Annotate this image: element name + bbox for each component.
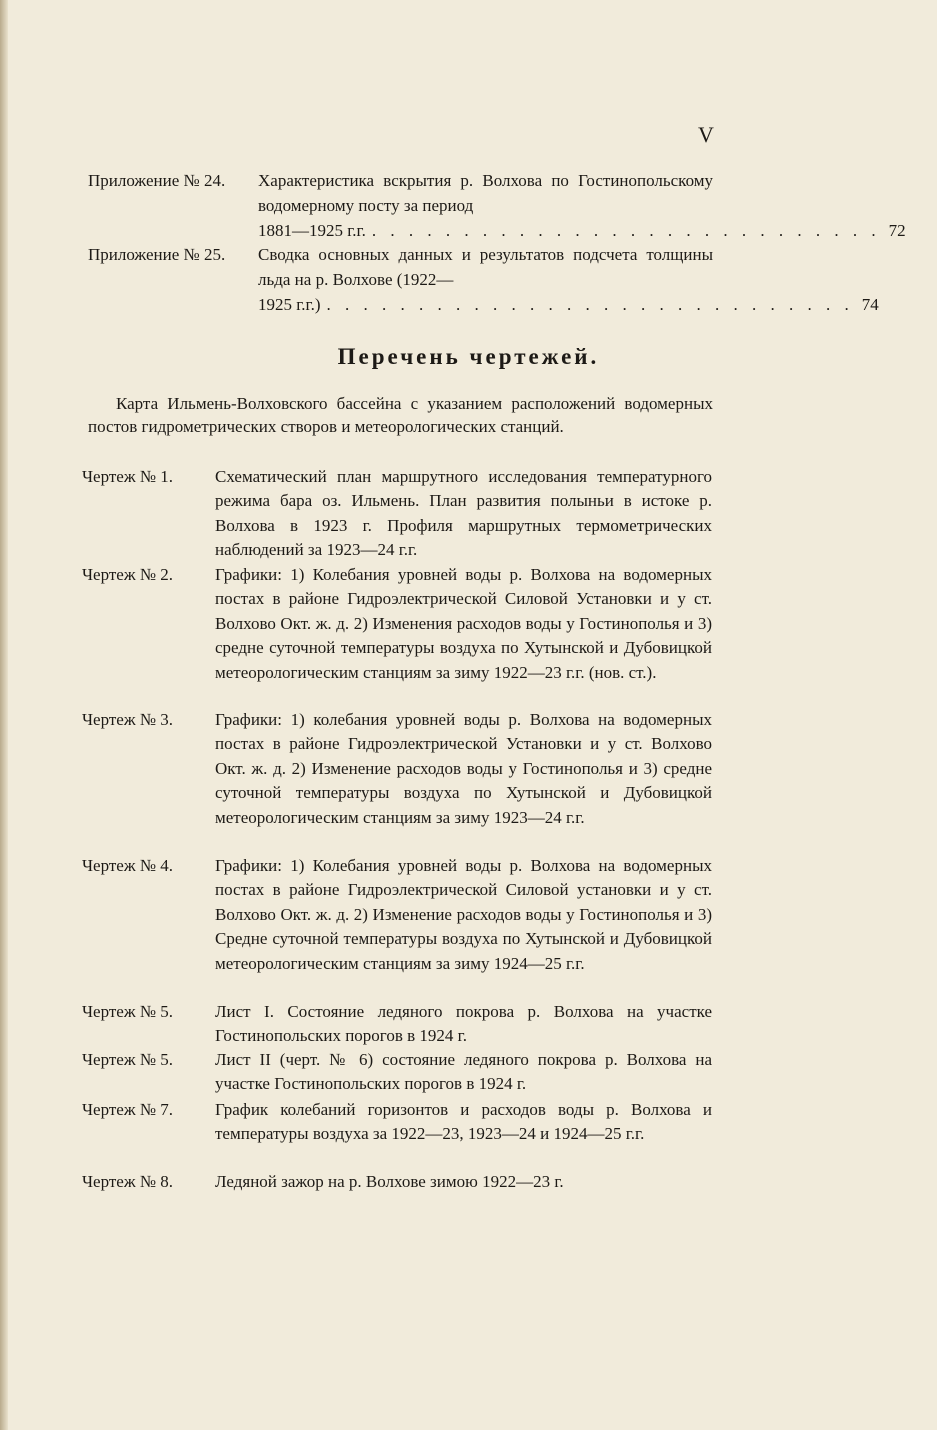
appendix-label: Приложение № 24.	[88, 171, 226, 190]
intro-paragraph: Карта Ильмень-Волховского бассейна с указанием расположений водомерных постов гидрометрических створов и метеорологических станций.	[88, 394, 713, 436]
section-heading: Перечень чертежей.	[337, 344, 600, 369]
drawing-text: Графики: 1) Колебания уровней воды р. Волхова на водомерных постах в районе Гидроэлектрической Силовой Установки и у ст. Волхово Окт. ж. д. 2) Изменения расходов воды у Гостинополья и 3) средне суточной температуры воздуха по Хутынской и Дубовицкой метеорологическим станциям за зиму 1922—23 г.г. (нов. ст.).	[215, 565, 712, 682]
appendix-entry	[88, 168, 906, 243]
drawing-text: Графики: 1) Колебания уровней воды р. Волхова на водомерных постах в районе Гидроэлектрической Силовой установки и у ст. Волхово Окт. ж. д. 2) Изменение расходов воды у Гостинополья и 3) Средне суточной температуры воздуха по Хутынской и Дубовицкой метеорологическим станциям за зиму 1924—25 г.г.	[215, 856, 712, 973]
drawing-entry	[82, 1170, 712, 1194]
appendix-text-last-line: 1881—1925 г.г.	[258, 221, 366, 240]
drawing-entry	[82, 563, 712, 685]
drawing-text: Лист I. Состояние ледяного покрова р. Волхова на участке Гостинопольских порогов в 1924 г.	[215, 1002, 712, 1046]
leader-dots: . . . . . . . . . . . . . . . . . . . . . . . . . . . .	[371, 221, 881, 240]
drawing-label: Чертеж № 5.	[82, 1002, 174, 1021]
drawing-label: Чертеж № 2.	[82, 565, 174, 584]
drawing-entry	[82, 854, 712, 976]
drawing-entry	[82, 465, 712, 563]
leader-dots: . . . . . . . . . . . . . . . . . . . . . . . . . . . . .	[326, 295, 854, 314]
appendix-text-last-line: 1925 г.г.)	[258, 295, 321, 314]
page-number: V	[698, 122, 715, 147]
drawing-label: Чертеж № 1.	[82, 467, 174, 486]
drawing-text: График колебаний горизонтов и расходов воды р. Волхова и температуры воздуха за 1922—23, 1923—24 и 1924—25 г.г.	[215, 1100, 712, 1144]
drawing-entry	[82, 1098, 712, 1147]
drawing-text: Графики: 1) колебания уровней воды р. Волхова на водомерных постах в районе Гидроэлектрической Установки и у ст. Волхово Окт. ж. д. 2) Изменение расходов воды у Гостинополья и 3) средне суточной температуры воздуха по Хутынской и Дубовицкой метеорологическим станциям за зиму 1923—24 г.г.	[215, 710, 712, 827]
drawing-label: Чертеж № 3.	[82, 710, 174, 729]
appendix-text: Характеристика вскрытия р. Волхова по Гостинопольскому водомерному посту за период	[258, 171, 713, 215]
drawing-label: Чертеж № 5.	[82, 1050, 174, 1069]
drawing-text: Лист II (черт. № 6) состояние ледяного покрова р. Волхова на участке Гостинопольских порогов в 1924 г.	[215, 1050, 712, 1094]
page-reference: 72	[888, 221, 906, 240]
appendix-text: Сводка основных данных и результатов подсчета толщины льда на р. Волхове (1922—	[258, 245, 713, 289]
drawing-label: Чертеж № 7.	[82, 1100, 174, 1119]
page-edge	[0, 0, 8, 1430]
drawing-entry	[82, 1000, 712, 1049]
page-reference: 74	[861, 295, 879, 314]
drawing-label: Чертеж № 8.	[82, 1172, 174, 1191]
appendix-entry	[88, 242, 879, 317]
drawing-label: Чертеж № 4.	[82, 856, 174, 875]
drawing-entry	[82, 1048, 712, 1097]
appendix-label: Приложение № 25.	[88, 245, 226, 264]
drawing-text: Схематический план маршрутного исследования температурного режима бара оз. Ильмень. План развития полыньи в истоке р. Волхова в 1923 г. Профиля маршрутных термометрических наблюдений за 1923—24 г.г.	[215, 467, 712, 560]
drawing-text: Ледяной зажор на р. Волхове зимою 1922—23 г.	[215, 1172, 564, 1191]
drawing-entry	[82, 708, 712, 830]
